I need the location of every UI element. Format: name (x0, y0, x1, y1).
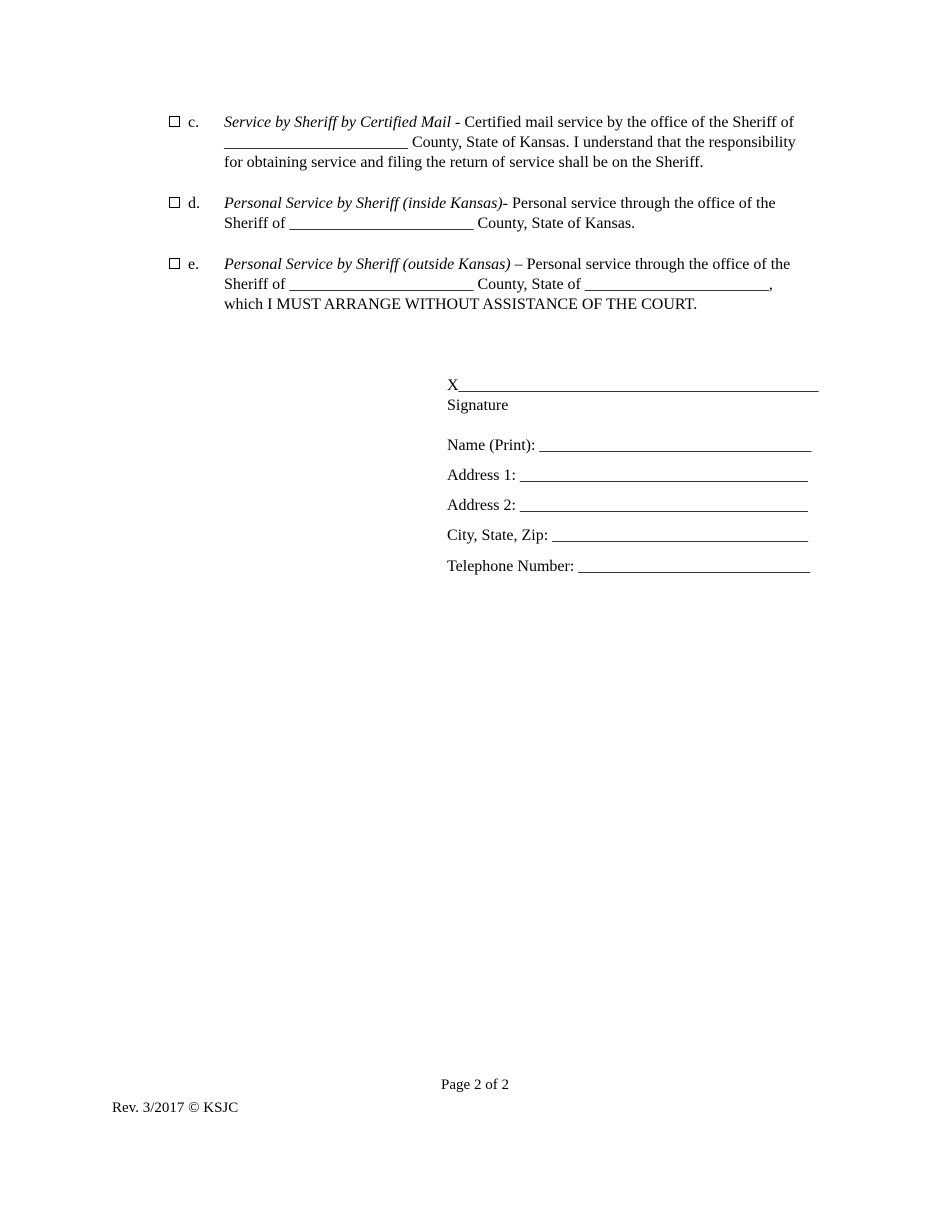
option-e-checkbox[interactable] (169, 258, 180, 269)
option-c-line1 (224, 113, 848, 133)
city-state-zip-field[interactable]: City, State, Zip: ________________________________ (447, 527, 809, 544)
option-e-line3: which I MUST ARRANGE WITHOUT ASSISTANCE OF THE COURT. (224, 296, 698, 313)
signature-line[interactable]: X_____________________________________________ (447, 377, 819, 394)
option-e-line1 (224, 255, 848, 275)
option-e (168, 255, 848, 315)
option-d-line1 (224, 194, 848, 214)
option-e-title: Personal Service by Sheriff (outside Kansas) (224, 256, 511, 273)
option-c (168, 113, 848, 173)
telephone-field[interactable]: Telephone Number: _____________________________ (447, 558, 811, 575)
option-d-line2: Sheriff of _______________________ County, State of Kansas. (224, 215, 636, 232)
option-d (168, 194, 848, 234)
option-c-letter: c. (188, 114, 200, 131)
option-e-letter: e. (188, 256, 200, 273)
address1-field[interactable]: Address 1: ____________________________________ (447, 467, 808, 484)
option-d-line1-rest: - Personal service through the office of the (502, 195, 776, 212)
name-print-field[interactable]: Name (Print): __________________________________ (447, 437, 812, 454)
option-c-title: Service by Sheriff by Certified Mail (224, 114, 452, 131)
signature-label: Signature (447, 397, 509, 414)
option-c-checkbox[interactable] (169, 116, 180, 127)
address2-field[interactable]: Address 2: ____________________________________ (447, 497, 808, 514)
page-number: Page 2 of 2 (441, 1077, 509, 1093)
option-c-line2: _______________________ County, State of Kansas. I understand that the responsibility (224, 134, 796, 151)
option-c-line3: for obtaining service and filing the return of service shall be on the Sheriff. (224, 154, 704, 171)
option-e-line1-rest: – Personal service through the office of the (510, 256, 791, 273)
option-d-checkbox[interactable] (169, 197, 180, 208)
option-d-title: Personal Service by Sheriff (inside Kansas) (224, 195, 503, 212)
option-e-line2: Sheriff of _______________________ County, State of _______________________, (224, 276, 773, 293)
option-d-letter: d. (188, 195, 200, 212)
revision-note: Rev. 3/2017 © KSJC (112, 1100, 239, 1116)
option-c-line1-rest: - Certified mail service by the office of the Sheriff of (451, 114, 794, 131)
